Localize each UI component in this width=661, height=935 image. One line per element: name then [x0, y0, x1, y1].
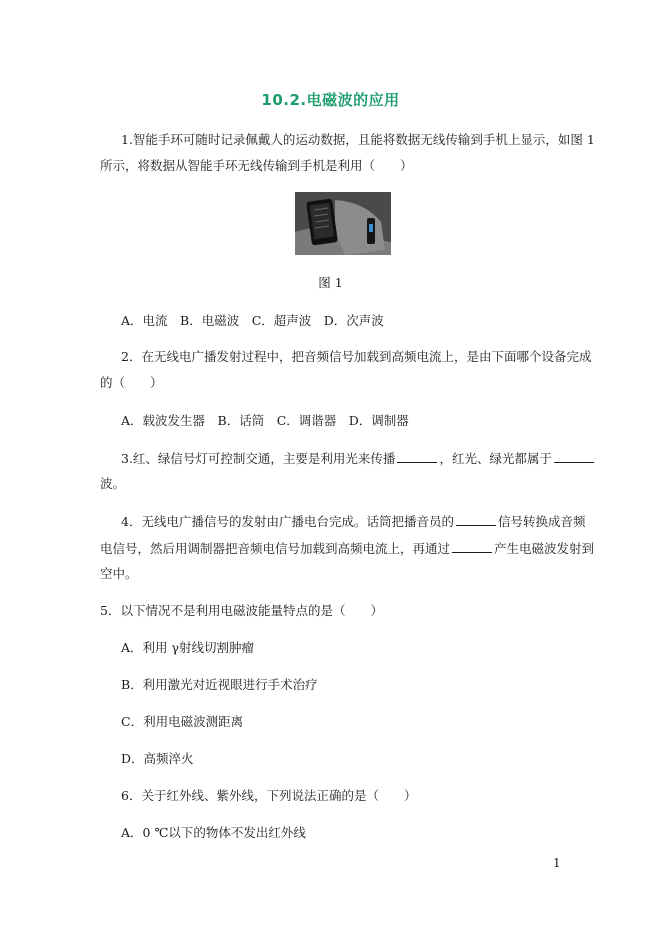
q1-stem-line1: 1.智能手环可随时记录佩戴人的运动数据，且能将数据无线传输到手机上显示，如图 1: [121, 132, 595, 147]
q5-option-d: D．高频淬火: [121, 751, 194, 766]
page-number: 1: [553, 856, 561, 870]
q1-figure-caption: 图 1: [318, 275, 343, 290]
q2-stem-line2: 的（ ）: [100, 375, 163, 390]
q3-answer-blank-1[interactable]: [397, 450, 437, 463]
q4-text-part2: 信号转换成音频: [497, 514, 586, 529]
q4-text-part3: 电信号，然后用调制器把音频电信号加载到高频电流上，再通过: [100, 541, 451, 556]
q4-stem-line1: [121, 513, 585, 530]
q3-stem-line2: 波。: [100, 476, 126, 491]
q5-option-a: A．利用 γ射线切割肿瘤: [121, 640, 254, 655]
q4-stem-line2: [100, 540, 594, 557]
page-title: 10.2.电磁波的应用: [261, 91, 400, 109]
q4-text-part1: 4．无线电广播信号的发射由广播电台完成。话筒把播音员的: [121, 514, 454, 529]
q5-option-b: B．利用激光对近视眼进行手术治疗: [121, 677, 318, 692]
q1-stem-line2: 所示，将数据从智能手环无线传输到手机是利用（ ）: [100, 158, 413, 173]
q1-options: A．电流 B．电磁波 C．超声波 D．次声波: [121, 313, 384, 328]
q3-answer-blank-2[interactable]: [554, 450, 594, 463]
q4-answer-blank-2[interactable]: [452, 540, 492, 553]
q2-stem-line1: 2．在无线电广播发射过程中，把音频信号加载到高频电流上，是由下面哪个设备完成: [121, 349, 592, 364]
q3-stem-line1: [121, 450, 596, 467]
q2-options: A．载波发生器 B．话筒 C．调谐器 D．调制器: [121, 413, 409, 428]
q4-answer-blank-1[interactable]: [456, 513, 496, 526]
q3-text-part1: 3.红、绿信号灯可控制交通，主要是利用光来传播: [121, 451, 396, 466]
q4-stem-line3: 空中。: [100, 566, 138, 581]
q6-stem: 6．关于红外线、紫外线，下列说法正确的是（ ）: [121, 788, 417, 803]
q1-figure-smart-band-image: [295, 192, 391, 255]
smart-band-photo-illustration: [295, 192, 391, 255]
q4-text-part4: 产生电磁波发射到: [494, 541, 595, 556]
q5-option-c: C．利用电磁波测距离: [121, 714, 244, 729]
q3-text-part2: ，红光、绿光都属于: [439, 451, 552, 466]
q6-option-a: A．0 ℃以下的物体不发出红外线: [121, 825, 306, 840]
q5-stem: 5．以下情况不是利用电磁波能量特点的是（ ）: [100, 603, 383, 618]
